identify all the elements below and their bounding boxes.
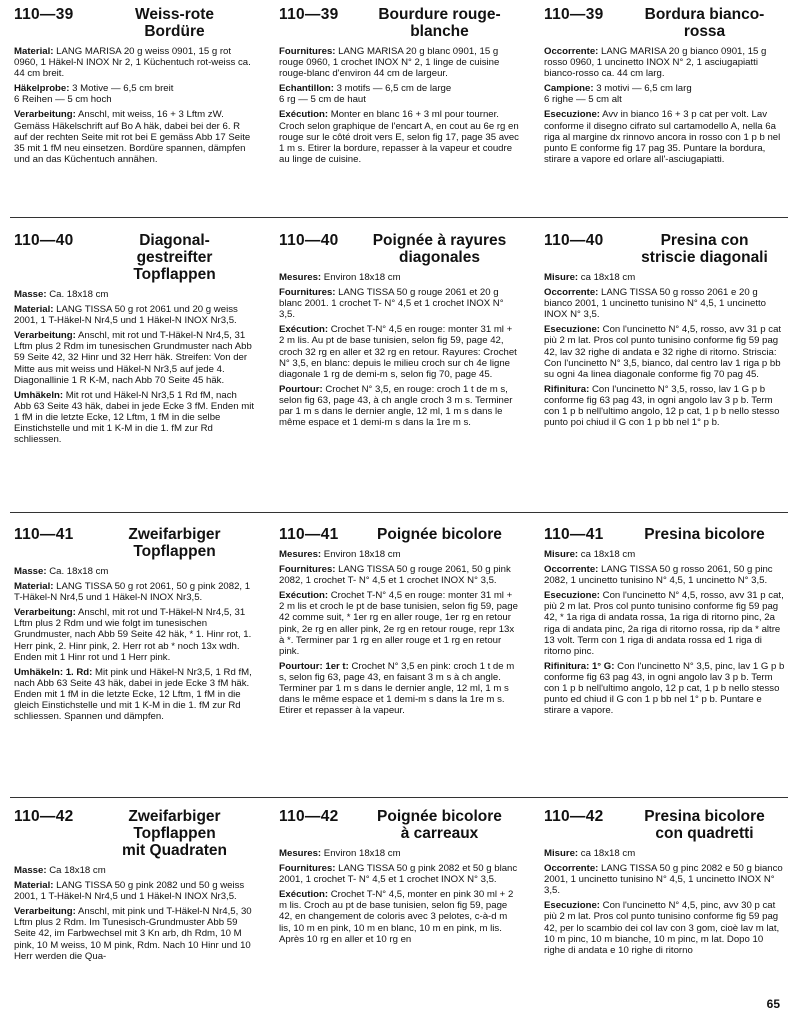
paragraph-text: LANG MARISA 20 g bianco 0901, 15 g rosso 0960, 1 uncinetto INOX N° 2, 1 asciugapiatti bianco-rosso ca. 44 cm larg. — [544, 46, 767, 80]
paragraph-label: Pourtour: 1er t: — [279, 660, 349, 672]
paragraph — [544, 549, 785, 560]
paragraph — [544, 324, 785, 379]
paragraph-text: Environ 18x18 cm — [321, 272, 401, 283]
pattern-title: Presina con striscie diagonali — [641, 232, 768, 266]
pattern-code: 110—42 — [544, 808, 604, 825]
paragraph-text: 3 motifs — 6,5 cm de large 6 rg — 5 cm de haut — [279, 83, 452, 106]
paragraph-text: Con l'uncinetto N° 4,5, rosso, avv 31 p cat più 2 m lat. Pros col punto tunisino conforme fig 59 pag 42, lav 32 righe di andata e 32 righe di ritorno. Striscia: Con l'uncinetto N° 3,5, bianco, dal centro lav 1 riga p bb su ogni 4a linea diagonale conforme fig 70 pag 45. — [544, 324, 782, 380]
pattern-row-110-40 — [14, 232, 786, 504]
pattern-title: Bourdure rouge- blanche — [378, 6, 501, 40]
paragraph-text: Con l'uncinetto N° 4,5, pinc, avv 30 p cat più 2 m lat. Pros col punto tunisino conforme fig 59 pag 42, per lo scambio dei col lav con 3 gom, cioè lav m lat, 10 m pinc, 10 m bianche, 10 m pinc, m lat. Dopo 10 righe di andata e 10 righe di ritorno — [544, 900, 780, 956]
paragraph-text: Mit pink und Häkel-N Nr3,5, 1 Rd fM, nach Abb 63 Seite 43 häk, dabei in jede Ecke 3 fM häk. Enden mit 1 fM in die letzte Ecke, 12 Lftm, 1 fM in die gleich Einstichstelle und mit 1 K-M in die 1. fM zur Rd schliessen. Spannen und dämpfen. — [14, 666, 252, 723]
paragraph-label: Echantillon: — [279, 83, 334, 95]
paragraph-label: Occorrente: — [544, 564, 599, 576]
pattern-col-french — [279, 6, 520, 206]
paragraph-text: Mit rot und Häkel-N Nr3,5 1 Rd fM, nach Abb 63 Seite 43 häk, dabei in jede Ecke 3 fM. Enden mit 1 fM in die letzte Ecke, 12 Lftm, 1 fM in die selbe Einstichstelle und mit 1 K-M in die 1. fM zur Rd schliessen. — [14, 389, 254, 446]
paragraph-label: Material: — [14, 304, 54, 316]
paragraph-text: LANG MARISA 20 g weiss 0901, 15 g rot 0960, 1 Häkel-N INOX Nr 2, 1 Küchentuch rot-weiss ca. 44 cm breit. — [14, 46, 251, 80]
paragraph — [544, 564, 785, 586]
pattern-col-italian — [544, 232, 785, 504]
paragraph — [544, 109, 785, 164]
paragraph-text: 3 motivi — 6,5 cm larg 6 righe — 5 cm alt — [544, 83, 692, 106]
paragraph-text: Anschl, mit rot und T-Häkel-N Nr4,5, 31 Lftm plus 2 Rdm und wie folgt im tunesischen Grundmuster, nach Abb 59 Seite 42 häk, * 1. Hinr rot, 1. Herr pink, 2. Hinr pink, 2. Herr rot ab * noch 13x wdh. Enden mit 1 Hinr rot und 1 Herr pink. — [14, 607, 252, 663]
paragraph-text: LANG TISSA 50 g pink 2082 et 50 g blanc 2001, 1 crochet T- N° 4,5 et 1 crochet INOX N° 3,5. — [279, 863, 518, 886]
pattern-title: Zweifarbiger Topflappen — [128, 526, 221, 560]
pattern-col-german — [14, 526, 255, 796]
pattern-col-italian — [544, 6, 785, 206]
pattern-col-german — [14, 232, 255, 504]
paragraph-label: Masse: — [14, 289, 47, 300]
pattern-title: Weiss-rote Bordüre — [135, 6, 214, 40]
paragraph — [279, 324, 520, 379]
paragraph-label: Verarbeitung: — [14, 906, 76, 918]
pattern-title: Diagonal- gestreifter Topflappen — [133, 232, 216, 283]
pattern-row-110-42 — [14, 808, 786, 1008]
pattern-col-italian — [544, 526, 785, 796]
pattern-code: 110—41 — [279, 526, 339, 543]
paragraph — [279, 848, 520, 859]
pattern-row-110-41 — [14, 526, 786, 796]
paragraph-label: Esecuzione: — [544, 900, 600, 912]
paragraph — [544, 590, 785, 657]
paragraph — [279, 83, 520, 105]
paragraph-text: LANG TISSA 50 g rosso 2061 e 20 g bianco 2001, 1 uncinetto tunisino N° 4,5, 1 uncinetto INOX N° 3,5. — [544, 287, 766, 321]
paragraph-text: Avv in bianco 16 + 3 p cat per volt. Lav conforme il disegno cifrato sul cartamodello A, nella 6a riga al margine dx rinnovo ancora in rosso con 1 p b nel punto E conforme fig 17 pag 35. Puntare la bordura, stirare a vapore ed orlare all'-asciugapiatti. — [544, 109, 781, 165]
section-divider — [10, 797, 788, 798]
pattern-code: 110—40 — [544, 232, 604, 249]
paragraph-label: Misure: — [544, 848, 579, 859]
paragraph — [14, 83, 255, 105]
paragraph — [279, 384, 520, 428]
pattern-title: Poignée bicolore — [377, 526, 502, 543]
pattern-code: 110—42 — [14, 808, 74, 825]
paragraph-text: LANG TISSA 50 g rouge 2061 et 20 g blanc 2001. 1 crochet T- N° 4,5 et 1 crochet INOX N° 3,5. — [279, 287, 504, 321]
section-divider — [10, 512, 788, 513]
pattern-title: Poignée à rayures diagonales — [372, 232, 507, 266]
paragraph-text: Environ 18x18 cm — [321, 549, 401, 560]
pattern-code: 110—41 — [544, 526, 604, 543]
paragraph-text: ca 18x18 cm — [578, 549, 636, 560]
paragraph — [279, 272, 520, 283]
paragraph-text: 3 Motive — 6,5 cm breit 6 Reihen — 5 cm hoch — [14, 83, 174, 106]
paragraph — [279, 549, 520, 560]
paragraph-text: ca 18x18 cm — [578, 272, 636, 283]
paragraph — [544, 83, 785, 105]
paragraph-label: Verarbeitung: — [14, 109, 76, 121]
paragraph — [14, 906, 255, 961]
paragraph-label: Occorrente: — [544, 287, 599, 299]
paragraph-text: LANG TISSA 50 g pinc 2082 e 50 g bianco 2001, 1 uncinetto tunisino N° 4,5, 1 uncinetto INOX N° 3,5. — [544, 863, 783, 897]
paragraph-label: Fournitures: — [279, 287, 336, 299]
pattern-col-german — [14, 6, 255, 206]
paragraph-label: Misure: — [544, 549, 579, 560]
paragraph-label: Occorrente: — [544, 46, 599, 57]
paragraph — [544, 46, 785, 79]
paragraph — [544, 384, 785, 428]
pattern-title: Bordura bianco- rossa — [644, 6, 765, 40]
paragraph-label: Campione: — [544, 83, 594, 95]
paragraph — [279, 46, 520, 79]
pattern-code: 110—39 — [544, 6, 604, 23]
paragraph-label: Mesures: — [279, 272, 322, 283]
paragraph — [279, 564, 520, 586]
paragraph-text: LANG TISSA 50 g pink 2082 und 50 g weiss 2001, 1 T-Häkel-N Nr4,5 und 1 Häkel-N INOX Nr3,5. — [14, 880, 245, 903]
paragraph-label: Exécution: — [279, 889, 329, 901]
paragraph-label: Fournitures: — [279, 46, 336, 57]
pattern-col-french — [279, 526, 520, 796]
paragraph — [544, 661, 785, 716]
paragraph — [279, 661, 520, 716]
paragraph-text: Environ 18x18 cm — [321, 848, 401, 859]
pattern-col-german — [14, 808, 255, 1008]
paragraph-text: Anschl, mit pink und T-Häkel-N Nr4,5, 30 Lftm plus 2 Rdm. Im Tunesisch-Grundmuster Abb 59 Seite 42, im Farbwechsel mit 3 Kn arb, dh Rdm, 10 M pink, 10 M weiss, 10 M pink, Rdm. Nach 10 Hinr und 10 Herr werden die Qua- — [14, 906, 252, 962]
paragraph — [14, 880, 255, 902]
paragraph-label: Material: — [14, 581, 54, 593]
paragraph — [544, 287, 785, 320]
paragraph-label: Umhäkeln: 1. Rd: — [14, 666, 93, 678]
paragraph — [14, 607, 255, 662]
paragraph-text: Crochet N° 3,5, en rouge: croch 1 t de m s, selon fig 63, page 43, à ch angle croch 3 m s. Terminer par 1 m s dans le dernier angle, 12 ml, 1 m s dans le même espace et 1 demi-m s dans la 1re m s. — [279, 383, 513, 429]
paragraph — [544, 900, 785, 955]
paragraph-label: Rifinitura: 1° G: — [544, 660, 615, 672]
paragraph-text: Crochet T-N° 4,5, monter en pink 30 ml + 2 m lis. Croch au pt de base tunisien, selon fig 59, page 42, en changement de coloris avec 3 pelotes, c-à-d m lis, 10 m en pink, 10 m en blanc, 10 m en pink, m lis. Après 10 rg en aller et 10 rg en — [279, 889, 514, 945]
paragraph — [279, 889, 520, 944]
section-divider — [10, 217, 788, 218]
paragraph-label: Verarbeitung: — [14, 607, 76, 619]
paragraph-label: Exécution: — [279, 590, 329, 602]
paragraph-label: Esecuzione: — [544, 324, 600, 336]
paragraph — [544, 863, 785, 896]
paragraph — [14, 109, 255, 164]
paragraph-text: Monter en blanc 16 + 3 ml pour tourner. Croch selon graphique de l'encart A, en cout au 6e rg en rouge sur le côté droit vers E, selon fig 17, page 35 avec 1 m s. Etirer la bordure, repasser à la vapeur et coudre au linge de cuisine. — [279, 109, 519, 165]
paragraph — [14, 667, 255, 722]
pattern-title: Presina bicolore — [644, 526, 765, 543]
paragraph-text: Ca. 18x18 cm — [46, 289, 109, 300]
paragraph-label: Material: — [14, 46, 54, 57]
paragraph — [14, 46, 255, 79]
pattern-col-french — [279, 808, 520, 1008]
paragraph-label: Exécution: — [279, 109, 329, 121]
paragraph-label: Occorrente: — [544, 863, 599, 875]
paragraph — [14, 865, 255, 876]
paragraph — [544, 272, 785, 283]
paragraph-label: Mesures: — [279, 848, 322, 859]
pattern-code: 110—40 — [14, 232, 74, 249]
paragraph-label: Masse: — [14, 566, 47, 577]
paragraph-label: Verarbeitung: — [14, 330, 76, 342]
paragraph-text: LANG TISSA 50 g rosso 2061, 50 g pinc 2082, 1 uncinetto tunisino N° 4,5, 1 uncinetto N° 3,5. — [544, 564, 773, 587]
paragraph-text: LANG MARISA 20 g blanc 0901, 15 g rouge 0960, 1 crochet INOX N° 2, 1 linge de cuisine rouge-blanc d'environ 44 cm de largeur. — [279, 46, 500, 80]
paragraph — [279, 590, 520, 657]
pattern-code: 110—41 — [14, 526, 74, 543]
paragraph-text: Anschl, mit rot und T-Häkel-N Nr4,5, 31 Lftm plus 2 Rdm im tunesischen Grundmuster nach Abb 59 Seite 42, 32 Hinr und 32 Herr häk. Streifen: Von der Mitte aus mit weiss und Häkel-N Nr3,5 auf jede 4. Diagonallinie 1 R K-M, nach Abb 70 Seite 45 häk. — [14, 330, 252, 386]
pattern-title: Zweifarbiger Topflappen mit Quadraten — [121, 808, 228, 859]
paragraph-text: Con l'uncinetto N° 3,5, pinc, lav 1 G p b conforme fig 63 pag 43, in ogni angolo lav 3 p b. Term con 1 p b nell'ultimo angolo, 12 p cat, 1 p b nello stesso punto ed chiud il G con 1 p bb nel 1° p b. Puntare e stirare a vapore. — [544, 660, 785, 717]
paragraph — [279, 863, 520, 885]
paragraph-label: Masse: — [14, 865, 47, 876]
paragraph-text: Crochet N° 3,5 en pink: croch 1 t de m s, selon fig 63, page 43, en faisant 3 m s à ch angle. Terminer par 1 m s dans le dernier angle, 12 ml, 1 m s dans le même espace et 1 demi-m s dans la 1re m s. Etirer et repasser à la vapeur. — [279, 660, 515, 717]
paragraph — [14, 581, 255, 603]
pattern-col-french — [279, 232, 520, 504]
paragraph-text: Ca 18x18 cm — [46, 865, 106, 876]
paragraph-text: Crochet T-N° 4,5 en rouge: monter 31 ml + 2 m lis. Au pt de base tunisien, selon fig 59, page 42, croch 32 rg en aller et 32 rg en retour. Rayures: Crochet N° 3,5, en blanc: depuis le milieu croch sur ch 4e ligne diagonale 1 rg de demi-m s, selon fig 70, page 45. — [279, 324, 517, 380]
pattern-code: 110—40 — [279, 232, 339, 249]
paragraph — [14, 390, 255, 445]
paragraph — [279, 287, 520, 320]
paragraph-text: ca 18x18 cm — [578, 848, 636, 859]
paragraph — [14, 330, 255, 385]
paragraph-label: Häkelprobe: — [14, 83, 70, 95]
paragraph-label: Rifinitura: — [544, 383, 590, 395]
paragraph-label: Exécution: — [279, 324, 329, 336]
paragraph-text: Con l'uncinetto N° 3,5, rosso, lav 1 G p b conforme fig 63 pag 43, in ogni angolo lav 3 p b. Term con 1 p b nell'ultimo angolo, 12 p cat, 1 p b nello stesso punto poi chiud il G con 1 p bb nel 1° p b. — [544, 383, 780, 429]
pattern-code: 110—39 — [279, 6, 339, 23]
page-number: 65 — [766, 997, 780, 1011]
pattern-col-italian — [544, 808, 785, 1008]
pattern-title: Presina bicolore con quadretti — [644, 808, 765, 842]
pattern-code: 110—42 — [279, 808, 339, 825]
paragraph-label: Fournitures: — [279, 863, 336, 875]
paragraph — [544, 848, 785, 859]
paragraph — [279, 109, 520, 164]
paragraph-label: Esecuzione: — [544, 109, 600, 121]
paragraph-label: Pourtour: — [279, 383, 323, 395]
paragraph — [14, 289, 255, 300]
pattern-code: 110—39 — [14, 6, 74, 23]
paragraph-label: Umhäkeln: — [14, 389, 64, 401]
paragraph-text: LANG TISSA 50 g rot 2061, 50 g pink 2082, 1 T-Häkel-N Nr4,5 und 1 Häkel-N INOX Nr3,5. — [14, 581, 251, 604]
paragraph-text: Ca. 18x18 cm — [46, 566, 109, 577]
paragraph-label: Material: — [14, 880, 54, 892]
pattern-title: Poignée bicolore à carreaux — [377, 808, 502, 842]
paragraph-text: LANG TISSA 50 g rot 2061 und 20 g weiss 2001, 1 T-Häkel-N Nr4,5 und 1 Häkel-N INOX Nr3,5. — [14, 304, 238, 327]
paragraph-text: Crochet T-N° 4,5 en rouge: monter 31 ml + 2 m lis et croch le pt de base tunisien, selon fig 59, page 42 comme suit, * 1er rg en aller rouge, 1er rg en retour pink, 2e rg en aller pink, 2e rg en retour rouge, repr 13x à *. Terminer par 1 rg en aller rouge et 1 rg en retour pink. — [279, 590, 518, 657]
paragraph-text: Anschl, mit weiss, 16 + 3 Lftm zW. Gemäss Häkelschrift auf Bo A häk, dabei bei der 6. R auf der rechten Seite mit rot bei E gemäss Abb 17 Seite 35 mit 1 fM neu einsetzen. Bordüre spannen, dämpfen und an das Küchentuch annähen. — [14, 109, 251, 165]
paragraph — [14, 566, 255, 577]
paragraph-label: Mesures: — [279, 549, 322, 560]
paragraph-label: Esecuzione: — [544, 590, 600, 602]
paragraph-text: LANG TISSA 50 g rouge 2061, 50 g pink 2082, 1 crochet T- N° 4,5 et 1 crochet INOX N° 3,5. — [279, 564, 511, 587]
pattern-row-110-39 — [14, 6, 786, 206]
paragraph — [14, 304, 255, 326]
paragraph-label: Misure: — [544, 272, 579, 283]
paragraph-label: Fournitures: — [279, 564, 336, 576]
paragraph-text: Con l'uncinetto N° 4,5, rosso, avv 31 p cat, più 2 m lat. Pros col punto tunisino conforme fig 59 pag 42, * 1a riga di andata rossa, 1a riga di ritorno pinc, 2a riga di andata pinc, 2a riga di ritorno rossa, rip da * altre 13 volt. Term con 1 riga di andata rossa ed 1 riga di ritorno pinc. — [544, 590, 784, 657]
